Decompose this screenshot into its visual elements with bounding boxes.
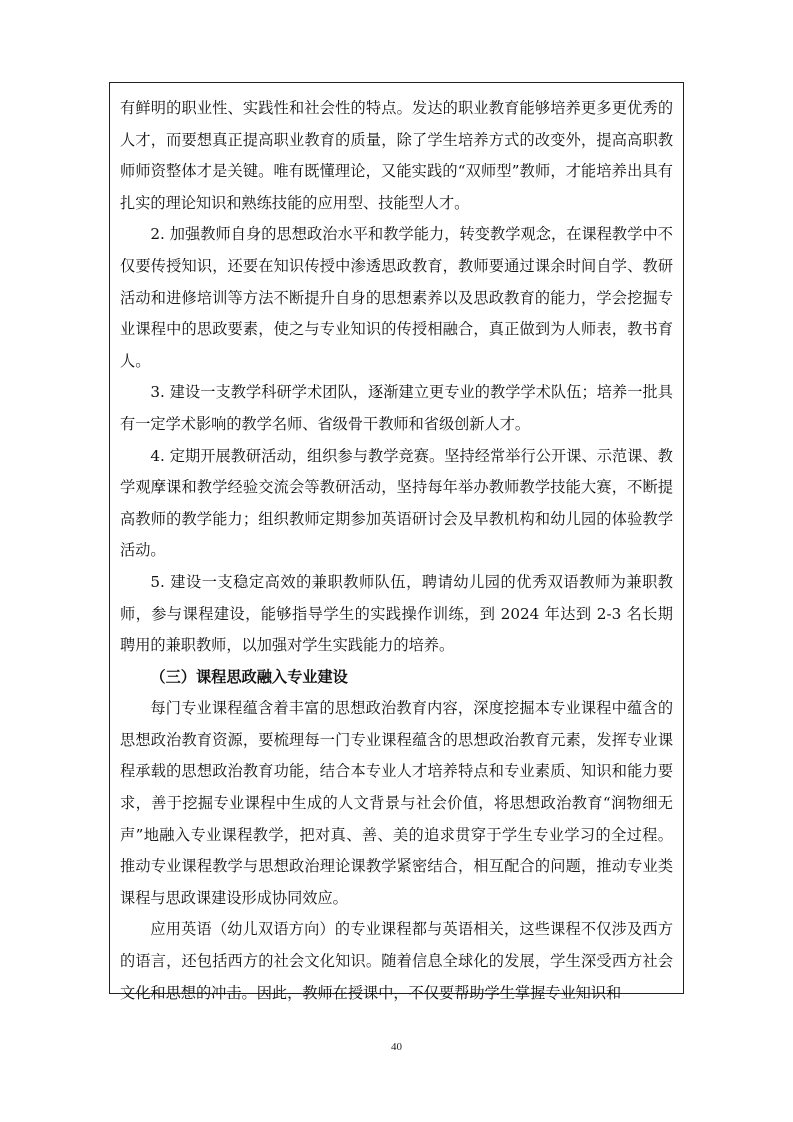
paragraph-item-2: 2. 加强教师自身的思想政治水平和教学能力，转变教学观念，在课程教学中不仅要传授知识，还要在知识传授中渗透思政教育，教师要通过课余时间自学、教研活动和进修培训等方法不断提升自身的思想素养以及思政教育的能力，学会挖掘专业课程中的思政要素，使之与专业知识的传授相融合，真正做到为人师表，教书育人。 [120,225,673,370]
paragraph-continuation: 有鲜明的职业性、实践性和社会性的特点。发达的职业教育能够培养更多更优秀的人才，而要想真正提高职业教育的质量，除了学生培养方式的改变外，提高高职教师师资整体才是关键。唯有既懂理论，又能实践的“双师型”教师，才能培养出具有扎实的理论知识和熟练技能的应用型、技能型人才。 [120,99,673,212]
paragraph-item-5: 5. 建设一支稳定高效的兼职教师队伍，聘请幼儿园的优秀双语教师为兼职教师，参与课程建设，能够指导学生的实践操作训练，到 2024 年达到 2-3 名长期聘用的兼职教师，以加强对学生实践能力的培养。 [120,572,673,655]
page-number: 40 [391,1041,402,1053]
paragraph-ideology-integration: 每门专业课程蕴含着丰富的思想政治教育内容，深度挖掘本专业课程中蕴含的思想政治教育资源，要梳理每一门专业课程蕴含的思想政治教育元素，发挥专业课程承载的思想政治教育功能，结合本专业人才培养特点和专业素质、知识和能力要求，善于挖掘专业课程中生成的人文背景与社会价值，将思想政治教育“润物细无声”地融入专业课程教学，把对真、善、美的追求贯穿于学生专业学习的全过程。推动专业课程教学与思想政治理论课教学紧密结合，相互配合的问题，推动专业类课程与思政课建设形成协同效应。 [120,699,673,907]
paragraph-item-4: 4. 定期开展教研活动，组织参与教学竞赛。坚持经常举行公开课、示范课、教学观摩课和教学经验交流会等教研活动，坚持每年举办教师教学技能大赛，不断提高教师的教学能力；组织教师定期参加英语研讨会及早教机构和幼儿园的体验教学活动。 [120,446,673,560]
paragraph-applied-english: 应用英语（幼儿双语方向）的专业课程都与英语相关，这些课程不仅涉及西方的语言，还包括西方的社会文化知识。随着信息全球化的发展，学生深受西方社会文化和思想的冲击。因此，教师在授课中，不仅要帮助学生掌握专业知识和 [120,920,673,1002]
section-heading: （三）课程思政融入专业建设 [150,667,348,686]
paragraph-item-3: 3. 建设一支教学科研学术团队，逐渐建立更专业的教学学术队伍；培养一批具有一定学术影响的教学名师、省级骨干教师和省级创新人才。 [120,383,673,433]
document-body [120,93,673,1009]
